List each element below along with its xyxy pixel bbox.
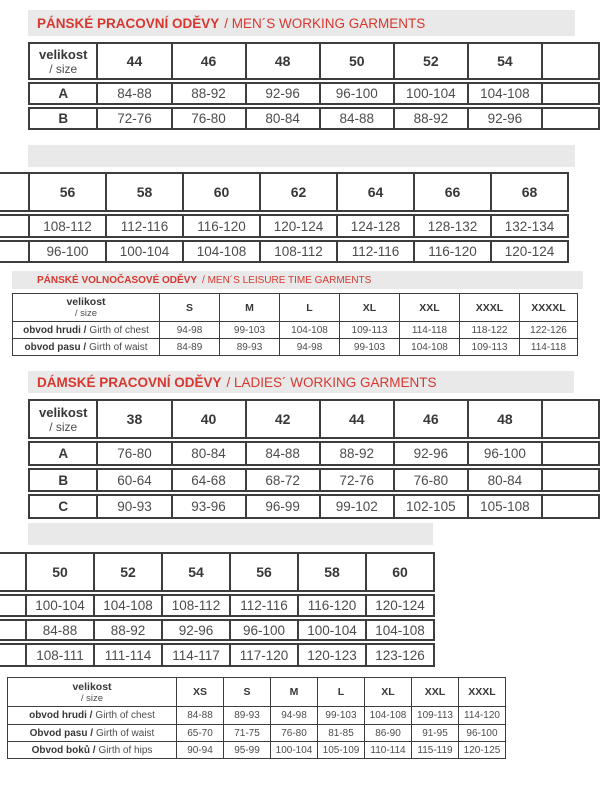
size-header-cell: 56 (229, 552, 299, 592)
value-cell: 76-80 (171, 107, 247, 130)
value-cell: 92-96 (467, 107, 543, 130)
value-cell: 94-98 (270, 706, 318, 725)
row-label-cell: C (28, 494, 98, 519)
row-label-cell: A (28, 441, 98, 466)
row-label (23, 325, 149, 336)
row-label-cell (7, 706, 177, 725)
row-label-cell: B (28, 468, 98, 492)
value-cell: 104-108 (364, 706, 412, 725)
table-header-row (7, 677, 519, 707)
size-header-cell: 38 (96, 399, 172, 439)
value-cell: 102-105 (393, 494, 469, 519)
value-cell: 105-108 (467, 494, 543, 519)
size-header-cell: XXXXL (519, 293, 578, 322)
value-cell: 81-85 (317, 724, 365, 742)
value-cell: 90-93 (96, 494, 172, 519)
value-cell: 99-103 (317, 706, 365, 725)
size-header-cell: 52 (393, 42, 469, 80)
section-title-bold: PÁNSKÉ PRACOVNÍ ODĚVY (37, 15, 220, 31)
table-header-row (0, 552, 437, 592)
section-title-mens-leisure (12, 271, 583, 289)
value-cell: 120-125 (458, 741, 506, 759)
size-header-cell: XS (176, 677, 224, 707)
value-cell: 99-102 (319, 494, 395, 519)
size-header-cell: M (219, 293, 280, 322)
value-cell: 112-116 (336, 240, 415, 263)
value-cell: 108-112 (28, 214, 107, 238)
value-cell: 88-92 (319, 441, 395, 466)
size-header-cell: 62 (259, 172, 338, 212)
value-cell: 92-96 (393, 441, 469, 466)
row-label-bold: obvod pasu / (24, 341, 87, 353)
value-cell: 104-108 (182, 240, 261, 263)
corner-label-bold: velikost (38, 46, 88, 62)
size-header-cell: XXXL (459, 293, 520, 322)
value-cell: 68-72 (245, 468, 321, 492)
value-cell: 100-104 (105, 240, 184, 263)
value-cell: 100-104 (393, 82, 469, 105)
table-row (28, 107, 600, 130)
value-cell: 76-80 (270, 724, 318, 742)
value-cell: 80-84 (171, 441, 247, 466)
value-cell: 114-117 (161, 643, 231, 667)
size-header-cell: 46 (171, 42, 247, 80)
corner-label-bold: velikost (72, 680, 112, 693)
value-cell: 60-64 (96, 468, 172, 492)
value-cell: 76-80 (96, 441, 172, 466)
value-cell: 116-120 (297, 594, 367, 617)
row-label (30, 728, 155, 739)
value-cell: 84-88 (245, 441, 321, 466)
value-cell: 89-93 (219, 338, 280, 356)
cut-column-cell (541, 399, 600, 439)
table-row (28, 494, 600, 519)
cut-column-cell (541, 494, 600, 519)
table-header-row (0, 172, 570, 212)
size-header-cell: L (279, 293, 340, 322)
row-label-normal: Girth of chest (89, 324, 149, 336)
table-ladies-sizes-50-60 (0, 552, 437, 672)
table-row (0, 643, 437, 667)
cut-label-cell (0, 552, 27, 592)
table-row (0, 214, 570, 238)
size-header-cell: 52 (93, 552, 163, 592)
size-header-cell: 50 (25, 552, 95, 592)
value-cell: 112-116 (105, 214, 184, 238)
value-cell: 115-119 (411, 741, 459, 759)
value-cell: 114-118 (519, 338, 578, 356)
value-cell: 86-90 (364, 724, 412, 742)
separator-band (28, 145, 575, 167)
corner-cell (12, 293, 160, 322)
size-header-cell: 44 (319, 399, 395, 439)
value-cell: 100-104 (297, 619, 367, 641)
value-cell: 122-126 (519, 321, 578, 339)
size-header-cell: 68 (490, 172, 569, 212)
table-row (0, 594, 437, 617)
row-label-cell (12, 321, 160, 339)
value-cell: 65-70 (176, 724, 224, 742)
corner-label-normal: / size (74, 308, 98, 319)
value-cell: 117-120 (229, 643, 299, 667)
row-label-bold: Obvod pasu / (29, 727, 93, 739)
value-cell: 108-111 (25, 643, 95, 667)
table-mens-leisure-sizes (12, 293, 587, 363)
value-cell: 116-120 (182, 214, 261, 238)
size-header-cell: 60 (365, 552, 435, 592)
value-cell: 96-100 (28, 240, 107, 263)
value-cell: 109-113 (411, 706, 459, 725)
size-header-cell: XXL (399, 293, 460, 322)
value-cell: 64-68 (171, 468, 247, 492)
cut-column-cell (541, 441, 600, 466)
value-cell: 96-100 (319, 82, 395, 105)
value-cell: 120-123 (297, 643, 367, 667)
value-cell: 111-114 (93, 643, 163, 667)
value-cell: 96-100 (467, 441, 543, 466)
value-cell: 109-113 (459, 338, 520, 356)
size-header-cell: 40 (171, 399, 247, 439)
table-row (28, 441, 600, 466)
value-cell: 120-124 (259, 214, 338, 238)
value-cell: 120-124 (490, 240, 569, 263)
size-header-cell: 54 (467, 42, 543, 80)
row-label-bold: obvod hrudi / (23, 324, 87, 336)
row-label-normal: Girth of hips (98, 744, 153, 756)
value-cell: 84-89 (159, 338, 220, 356)
row-label-normal: Girth of waist (89, 341, 148, 353)
size-header-cell: L (317, 677, 365, 707)
value-cell: 96-99 (245, 494, 321, 519)
table-header-row (28, 399, 600, 439)
size-header-cell: 44 (96, 42, 172, 80)
size-header-cell: 48 (245, 42, 321, 80)
value-cell: 124-128 (336, 214, 415, 238)
value-cell: 104-108 (399, 338, 460, 356)
section-title-ladies-working (28, 371, 574, 393)
corner-label-normal: / size (80, 692, 104, 704)
row-label-normal: Girth of chest (95, 710, 155, 721)
cut-column-cell (541, 42, 600, 80)
size-header-cell: S (159, 293, 220, 322)
row-label-cell: B (28, 107, 98, 130)
separator-band (28, 523, 433, 545)
value-cell: 104-108 (93, 594, 163, 617)
value-cell: 90-94 (176, 741, 224, 759)
section-title-rest: / MEN´S WORKING GARMENTS (224, 15, 426, 31)
cut-label-cell (0, 594, 27, 617)
size-header-cell: XXXL (458, 677, 506, 707)
value-cell: 80-84 (245, 107, 321, 130)
row-label-cell: A (28, 82, 98, 105)
cut-label-cell (0, 643, 27, 667)
value-cell: 76-80 (393, 468, 469, 492)
cut-label-cell (0, 172, 30, 212)
value-cell: 84-88 (25, 619, 95, 641)
value-cell: 72-76 (319, 468, 395, 492)
value-cell: 99-103 (219, 321, 280, 339)
table-ladies-sizes-38-48 (28, 399, 600, 525)
size-header-cell: 58 (297, 552, 367, 592)
value-cell: 120-124 (365, 594, 435, 617)
value-cell: 94-98 (279, 338, 340, 356)
size-header-cell: 42 (245, 399, 321, 439)
row-label (29, 710, 155, 721)
row-label-cell (12, 338, 160, 356)
table-row (0, 619, 437, 641)
table-row (7, 724, 519, 742)
corner-label-normal: / size (49, 61, 78, 76)
value-cell: 100-104 (25, 594, 95, 617)
value-cell: 118-122 (459, 321, 520, 339)
row-label-bold: Obvod boků / (31, 744, 96, 756)
cut-column-cell (541, 82, 600, 105)
row-label (24, 342, 147, 353)
row-label-cell (7, 724, 177, 742)
table-mens-sizes-56-68 (0, 172, 570, 270)
value-cell: 104-108 (279, 321, 340, 339)
value-cell: 88-92 (93, 619, 163, 641)
value-cell: 93-96 (171, 494, 247, 519)
value-cell: 88-92 (171, 82, 247, 105)
value-cell: 71-75 (223, 724, 271, 742)
size-header-cell: 66 (413, 172, 492, 212)
table-row (0, 240, 570, 263)
value-cell: 108-112 (161, 594, 231, 617)
value-cell: 123-126 (365, 643, 435, 667)
value-cell: 104-108 (467, 82, 543, 105)
size-header-cell: 56 (28, 172, 107, 212)
value-cell: 99-103 (339, 338, 400, 356)
row-label (32, 745, 153, 756)
table-row (28, 468, 600, 492)
section-title-rest: / LADIES´ WORKING GARMENTS (226, 374, 437, 390)
section-title-rest: / MEN´S LEISURE TIME GARMENTS (202, 274, 372, 286)
row-label-bold: obvod hrudi / (29, 710, 93, 721)
table-row (28, 82, 600, 105)
value-cell: 114-120 (458, 706, 506, 725)
cut-label-cell (0, 619, 27, 641)
size-header-cell: XL (339, 293, 400, 322)
value-cell: 91-95 (411, 724, 459, 742)
table-row (7, 706, 519, 725)
value-cell: 89-93 (223, 706, 271, 725)
size-header-cell: 48 (467, 399, 543, 439)
value-cell: 84-88 (319, 107, 395, 130)
corner-label-normal: / size (49, 419, 78, 434)
value-cell: 112-116 (229, 594, 299, 617)
table-row (12, 338, 587, 356)
value-cell: 132-134 (490, 214, 569, 238)
value-cell: 108-112 (259, 240, 338, 263)
section-title-bold: PÁNSKÉ VOLNOČASOVÉ ODĚVY (37, 274, 198, 286)
size-header-cell: M (270, 677, 318, 707)
value-cell: 110-114 (364, 741, 412, 759)
size-header-cell: S (223, 677, 271, 707)
value-cell: 105-109 (317, 741, 365, 759)
size-header-cell: 50 (319, 42, 395, 80)
value-cell: 100-104 (270, 741, 318, 759)
cut-label-cell (0, 240, 30, 263)
row-label-cell (7, 741, 177, 759)
table-row (7, 741, 519, 759)
value-cell: 92-96 (245, 82, 321, 105)
value-cell: 109-113 (339, 321, 400, 339)
size-header-cell: 46 (393, 399, 469, 439)
section-title-mens-working (28, 10, 575, 36)
value-cell: 84-88 (96, 82, 172, 105)
corner-cell (7, 677, 177, 707)
value-cell: 80-84 (467, 468, 543, 492)
value-cell: 96-100 (458, 724, 506, 742)
size-header-cell: 58 (105, 172, 184, 212)
row-label-normal: Girth of waist (95, 727, 155, 739)
size-header-cell: XL (364, 677, 412, 707)
table-header-row (12, 293, 587, 322)
value-cell: 72-76 (96, 107, 172, 130)
cut-column-cell (541, 468, 600, 492)
table-header-row (28, 42, 600, 80)
cut-label-cell (0, 214, 30, 238)
table-row (12, 321, 587, 339)
corner-label-bold: velikost (66, 296, 106, 308)
value-cell: 92-96 (161, 619, 231, 641)
value-cell: 84-88 (176, 706, 224, 725)
value-cell: 95-99 (223, 741, 271, 759)
corner-cell (28, 42, 98, 80)
size-header-cell: 54 (161, 552, 231, 592)
value-cell: 128-132 (413, 214, 492, 238)
size-header-cell: 60 (182, 172, 261, 212)
value-cell: 88-92 (393, 107, 469, 130)
size-header-cell: 64 (336, 172, 415, 212)
value-cell: 114-118 (399, 321, 460, 339)
value-cell: 104-108 (365, 619, 435, 641)
value-cell: 116-120 (413, 240, 492, 263)
table-mens-sizes-44-54 (28, 42, 600, 136)
corner-cell (28, 399, 98, 439)
value-cell: 96-100 (229, 619, 299, 641)
value-cell: 94-98 (159, 321, 220, 339)
cut-column-cell (541, 107, 600, 130)
section-title-bold: DÁMSKÉ PRACOVNÍ ODĚVY (37, 374, 222, 390)
size-header-cell: XXL (411, 677, 459, 707)
corner-label-bold: velikost (38, 404, 88, 420)
table-ladies-leisure-sizes (7, 677, 519, 767)
